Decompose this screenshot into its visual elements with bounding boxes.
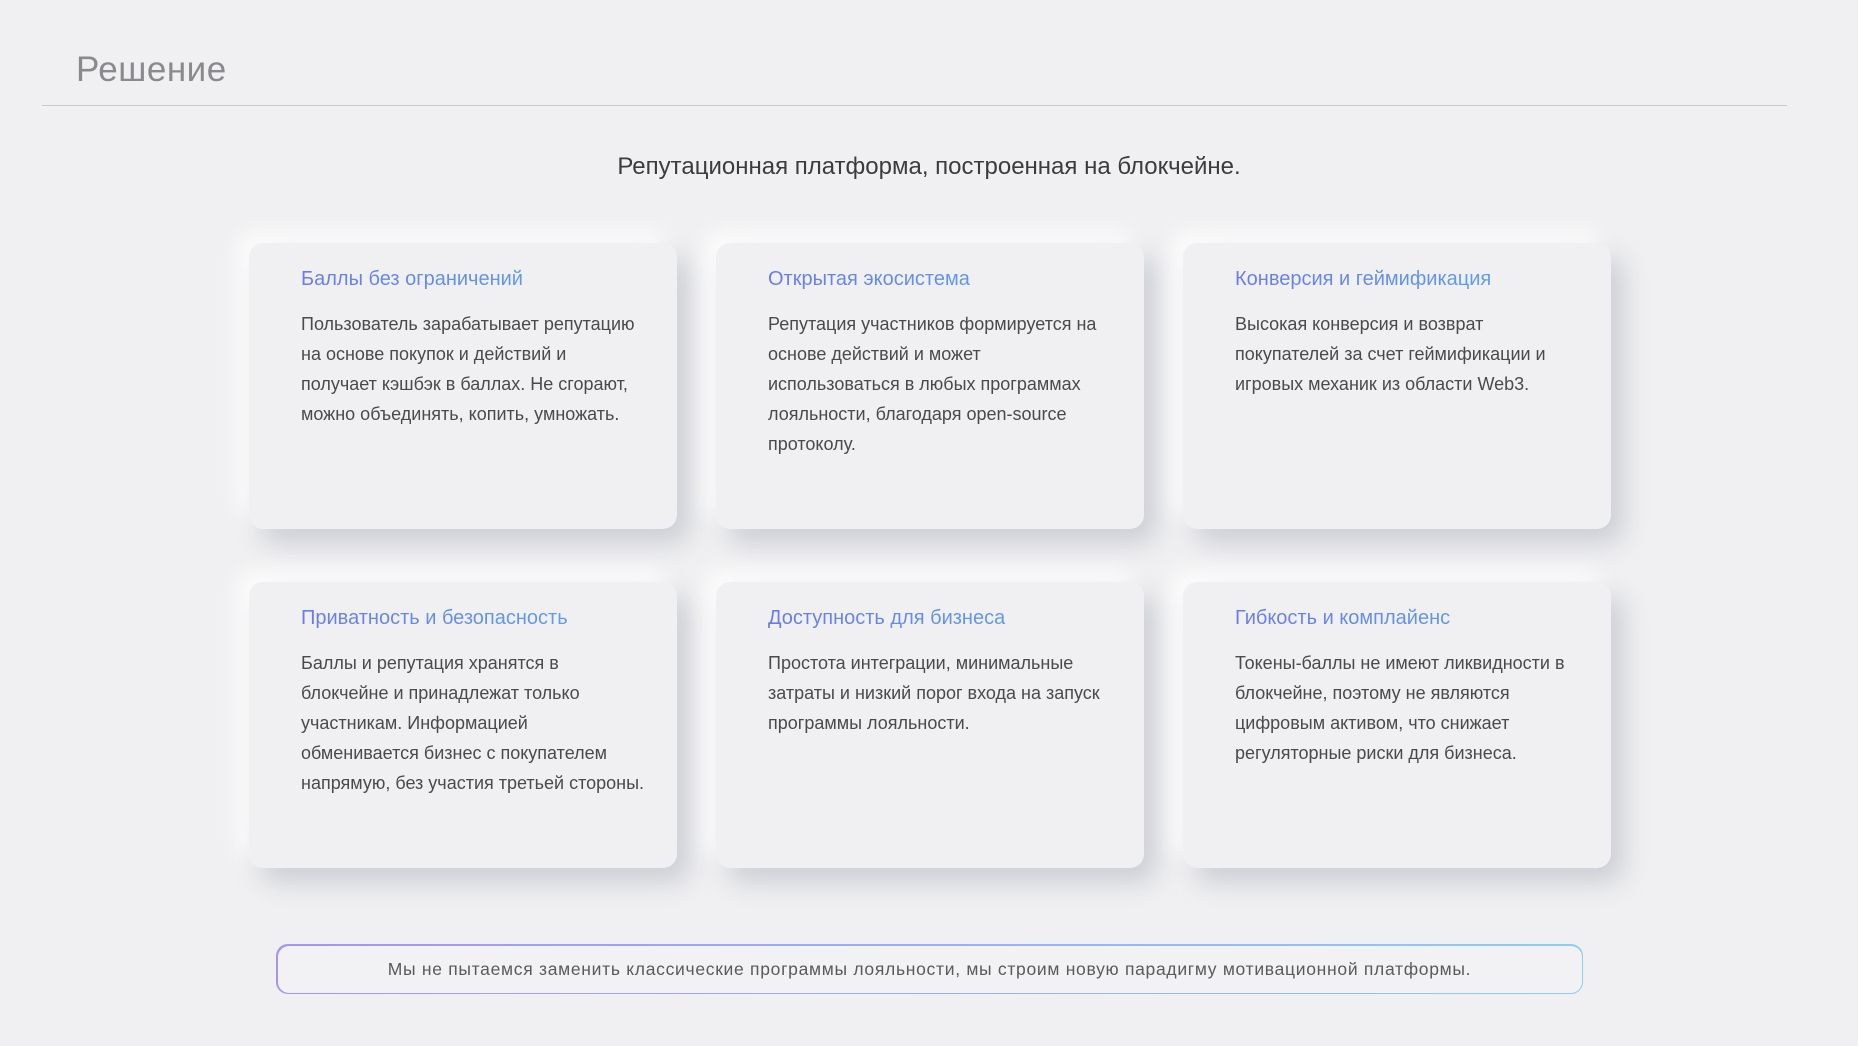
feature-card-business-accessibility	[716, 582, 1144, 868]
title-divider	[42, 105, 1787, 106]
card-text: Репутация участников формируется на основе действий и может использоваться в любых программах лояльности, благодаря open-source протоколу.	[768, 314, 1097, 454]
feature-card-conversion-gamification	[1183, 243, 1611, 529]
card-title: Конверсия и геймификация	[1235, 268, 1581, 291]
page-title: Решение	[76, 50, 227, 89]
card-title: Открытая экосистема	[768, 268, 1114, 291]
feature-cards-grid	[249, 243, 1611, 868]
card-title: Приватность и безопасность	[301, 607, 647, 630]
card-text: Высокая конверсия и возврат покупателей за счет геймификации и игровых механик из области Web3.	[1235, 314, 1546, 394]
footer-banner	[276, 944, 1583, 994]
page-subtitle: Репутационная платформа, построенная на блокчейне.	[617, 153, 1241, 180]
feature-card-flexibility-compliance	[1183, 582, 1611, 868]
card-title: Баллы без ограничений	[301, 268, 647, 291]
footer-banner-text: Мы не пытаемся заменить классические программы лояльности, мы строим новую парадигму мотивационной платформы.	[278, 946, 1582, 993]
card-text: Баллы и репутация хранятся в блокчейне и принадлежат только участникам. Информацией обменивается бизнес с покупателем напрямую, без участия третьей стороны.	[301, 653, 645, 793]
card-text: Простота интеграции, минимальные затраты и низкий порог входа на запуск программы лояльности.	[768, 653, 1100, 733]
card-text: Пользователь зарабатывает репутацию на основе покупок и действий и получает кэшбэк в баллах. Не сгорают, можно объединять, копить, умножать.	[301, 314, 635, 424]
card-title: Гибкость и комплайенс	[1235, 607, 1581, 630]
feature-card-open-ecosystem	[716, 243, 1144, 529]
feature-card-privacy-security	[249, 582, 677, 868]
feature-card-unlimited-points	[249, 243, 677, 529]
card-text: Токены-баллы не имеют ликвидности в блокчейне, поэтому не являются цифровым активом, что снижает регуляторные риски для бизнеса.	[1235, 653, 1565, 763]
card-title: Доступность для бизнеса	[768, 607, 1114, 630]
